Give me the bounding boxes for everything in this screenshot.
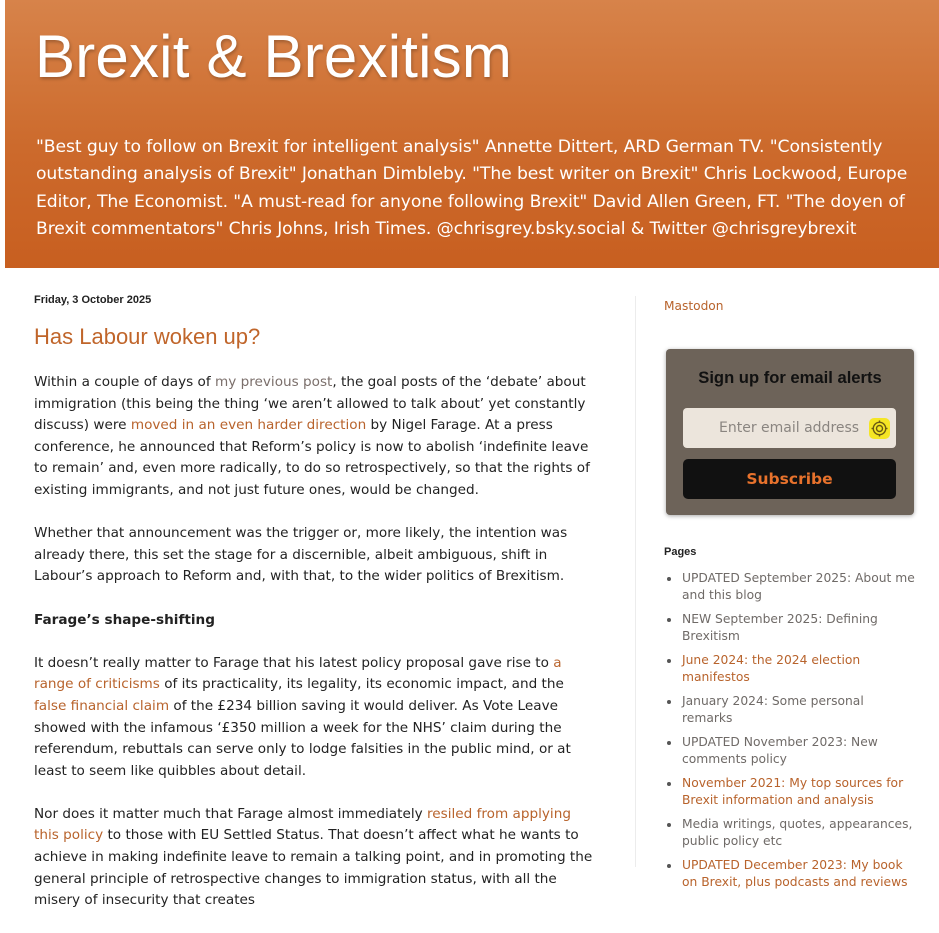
post-body	[34, 372, 600, 912]
email-input[interactable]	[683, 408, 896, 448]
previous-post-link[interactable]: my previous post	[214, 374, 333, 390]
post-subheading: Farage’s shape-shifting	[34, 611, 215, 628]
signup-title: Sign up for email alerts	[698, 368, 882, 387]
text-run: to those with EU Settled Status. That doesn’t affect what he wants to achieve in making indefinite leave to remain a talking point, and in promoting the general principle of retrospective changes to immigration status, with all the misery of insecurity that creates	[34, 827, 593, 909]
page-link[interactable]: June 2024: the 2024 election manifestos	[682, 653, 861, 684]
post-date: Friday, 3 October 2025	[34, 294, 152, 306]
target-icon[interactable]	[869, 418, 890, 439]
pages-list	[664, 570, 916, 898]
text-run: by Nigel Farage. At a press conference, he announced that Reform’s policy is now to abolish ‘indefinite leave to remain’ and, even more radically, to do so retrospectively, so that the rights of existing immigrants, and not just future ones, would be changed.	[34, 417, 590, 498]
page-list-item	[682, 775, 916, 809]
text-run: It doesn’t really matter to Farage that his latest policy proposal gave rise to	[34, 654, 554, 671]
text-run: Nor does it matter much that Farage almost immediately	[34, 805, 427, 822]
blog-description: "Best guy to follow on Brexit for intelligent analysis" Annette Dittert, ARD German TV. "Consistently outstanding analysis of Brexit" Jonathan Dimbleby. "The best writer on Brexit" Chris Lockwood, Europe Editor, The Economist. "A must-read for anyone following Brexit" David Allen Green, FT. "The doyen of Brexit commentators" Chris Johns, Irish Times. @chrisgrey.bsky.social & Twitter @chrisgreybrexit	[36, 137, 908, 239]
page-link[interactable]: November 2021: My top sources for Brexit information and analysis	[682, 776, 904, 807]
page-list-item	[682, 570, 916, 604]
page-link[interactable]: January 2024: Some personal remarks	[682, 694, 864, 725]
post-paragraph	[34, 804, 600, 912]
harder-direction-link[interactable]: moved in an even harder direction	[130, 417, 367, 434]
page-link[interactable]: NEW September 2025: Defining Brexitism	[682, 612, 878, 643]
page-list-item	[682, 652, 916, 686]
resiled-link[interactable]: resiled from applying this policy	[34, 805, 571, 844]
subscribe-button[interactable]: Subscribe	[683, 459, 896, 499]
post-title[interactable]: Has Labour woken up?	[34, 324, 261, 349]
pages-heading: Pages	[664, 546, 697, 558]
false-claim-link[interactable]: false financial claim	[34, 697, 170, 714]
column-divider	[635, 296, 636, 867]
page-list-item	[682, 816, 916, 850]
page-link[interactable]: Media writings, quotes, appearances, public policy etc	[682, 817, 913, 848]
text-run: Within a couple of days of	[34, 374, 215, 390]
page-list-item	[682, 857, 916, 891]
page-link[interactable]: UPDATED December 2023: My book on Brexit, plus podcasts and reviews	[682, 858, 908, 889]
criticisms-link[interactable]: a range of criticisms	[34, 654, 562, 693]
page-list-item	[682, 611, 916, 645]
main-column	[34, 294, 600, 933]
page-link[interactable]: UPDATED November 2023: New comments policy	[682, 735, 878, 766]
blog-header	[5, 0, 939, 268]
page-list-item	[682, 734, 916, 768]
text-run: , the goal posts of the ‘debate’ about immigration (this being the thing ‘we aren’t allowed to talk about’ yet constantly discuss) were	[34, 374, 586, 434]
text-run: of the £234 billion saving it would deliver. As Vote Leave showed with the infamous ‘£350 million a week for the NHS’ claim during the referendum, rebuttals can serve only to lodge falsities in the public mind, or at least to seem like quibbles about detail.	[34, 697, 571, 779]
post-paragraph: Whether that announcement was the trigger or, more likely, the intention was already there, this set the stage for a discernible, albeit ambiguous, shift in Labour’s approach to Reform and, with that, to the wider politics of Brexitism.	[34, 525, 568, 585]
sidebar	[664, 296, 916, 889]
post-paragraph	[34, 372, 600, 502]
page-link[interactable]: UPDATED September 2025: About me and this blog	[682, 571, 915, 602]
email-signup-widget	[666, 349, 914, 515]
text-run: of its practicality, its legality, its economic impact, and the	[159, 676, 564, 693]
page-list-item	[682, 693, 916, 727]
blog-title[interactable]: Brexit & Brexitism	[35, 23, 513, 90]
mastodon-link[interactable]: Mastodon	[664, 299, 724, 313]
post-paragraph	[34, 653, 600, 783]
